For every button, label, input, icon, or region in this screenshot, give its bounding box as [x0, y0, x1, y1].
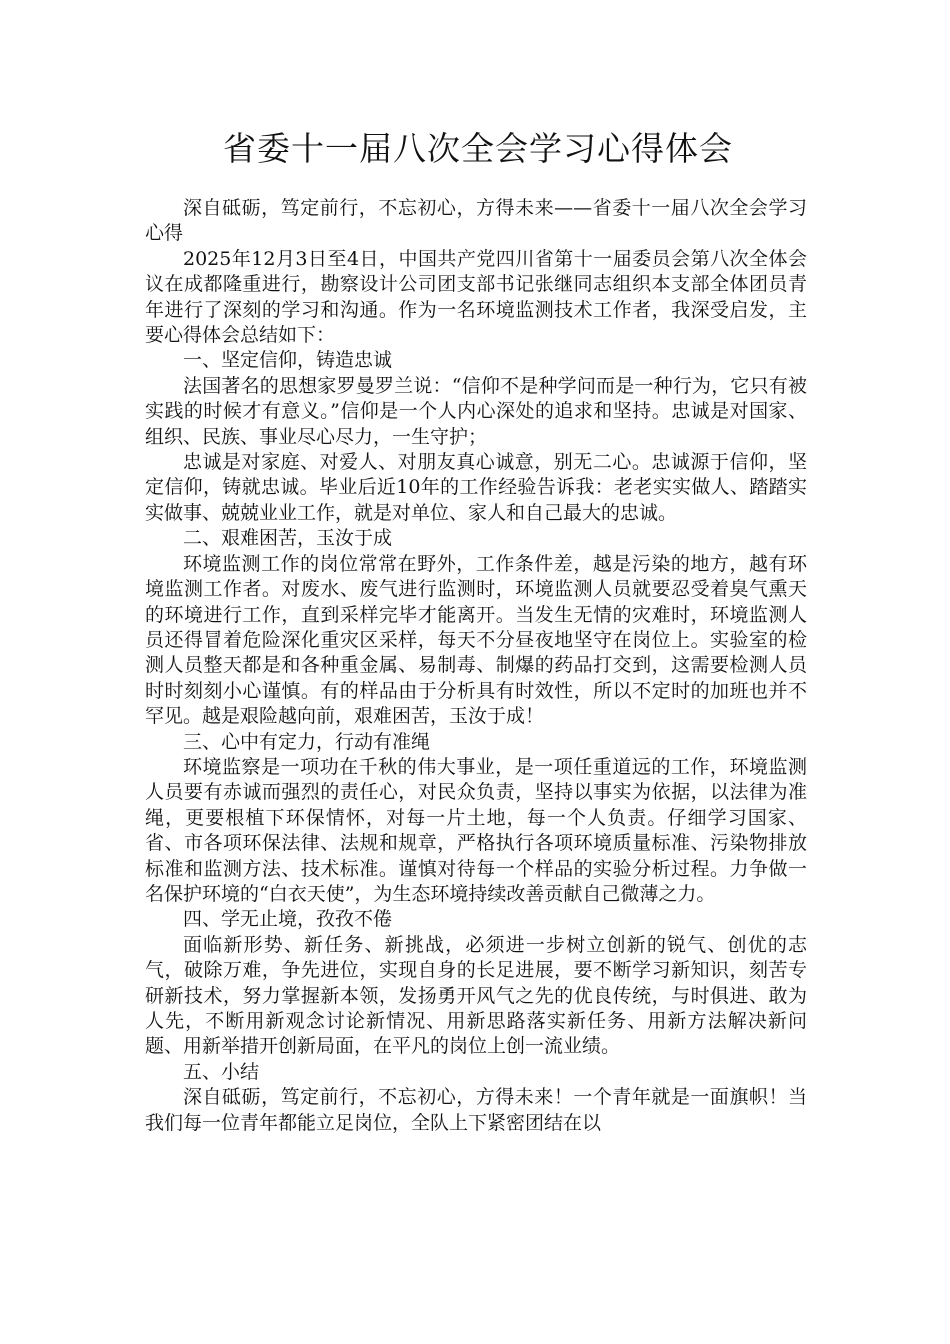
section-heading-5: 五、小结 [183, 1060, 260, 1083]
section-2-paragraph: 环境监测工作的岗位常常在野外，工作条件差，越是污染的地方，越有环境监测工作者。对废水、废气进行监测时，环境监测人员就要忍受着臭气熏天的环境进行工作，直到采样完毕才能离开。当发生无情的灾难时，环境监测人员还得冒着危险深化重灾区采样，每天不分昼夜地坚守在岗位上。实验室的检测人员整天都是和各种重金属、易制毒、制爆的药品打交到，这需要检测人员时时刻刻小心谨慎。有的样品由于分析具有时效性，所以不定时的加班也并不罕见。越是艰险越向前，艰难困苦，玉汝于成！ [145, 552, 807, 728]
section-5-paragraph: 深自砥砺，笃定前行，不忘初心，方得未来！一个青年就是一面旗帜！当我们每一位青年都能立足岗位，全队上下紧密团结在以 [145, 1086, 807, 1134]
section-3-paragraph: 环境监察是一项功在千秋的伟大事业，是一项任重道远的工作，环境监测人员要有赤诚而强烈的责任心，对民众负责，坚持以事实为依据，以法律为准绳，更要根植下环保情怀，对每一片土地，每一个人负责。仔细学习国家、省、市各项环保法律、法规和规章，严格执行各项环境质量标准、污染物排放标准和监测方法、技术标准。谨慎对待每一个样品的实验分析过程。力争做一名保护环境的“白衣天使”，为生态环境持续改善贡献自己微薄之力。 [145, 755, 807, 905]
section-1-paragraph-2: 忠诚是对家庭、对爱人、对朋友真心诚意，别无二心。忠诚源于信仰，坚定信仰，铸就忠诚。毕业后近10年的工作经验告诉我：老老实实做人、踏踏实实做事、兢兢业业工作，就是对单位、家人和自己最大的忠诚。 [145, 451, 807, 524]
section-4-paragraph: 面临新形势、新任务、新挑战，必须进一步树立创新的锐气、创优的志气，破除万难，争先进位，实现自身的长足进展，要不断学习新知识，刻苦专研新技术，努力掌握新本领，发扬勇开风气之先的优良传统，与时俱进、敢为人先，不断用新观念讨论新情况、用新思路落实新任务、用新方法解决新问题、用新举措开创新局面，在平凡的岗位上创一流业绩。 [145, 933, 807, 1058]
section-heading-1: 一、坚定信仰，铸造忠诚 [183, 349, 393, 372]
section-1-paragraph-1: 法国著名的思想家罗曼罗兰说：“信仰不是种学问而是一种行为，它只有被实践的时候才有意义。”信仰是一个人内心深处的追求和坚持。忠诚是对国家、组织、民族、事业尽心尽力，一生守护； [145, 374, 807, 448]
section-heading-2: 二、艰难困苦，玉汝于成 [183, 527, 393, 550]
section-heading-3: 三、心中有定力，行动有准绳 [183, 730, 431, 753]
section-heading-4: 四、学无止境，孜孜不倦 [183, 908, 393, 931]
intro-paragraph: 2025年12月3日至4日，中国共产党四川省第十一届委员会第八次全体会议在成都隆重进行，勘察设计公司团支部书记张继同志组织本支部全体团员青年进行了深刻的学习和沟通。作为一名环境监测技术工作者，我深受启发，主要心得体会总结如下： [145, 247, 807, 347]
document-title: 省委十一届八次全会学习心得体会 [223, 129, 733, 168]
document-body [145, 196, 807, 1136]
intro-subtitle: 深自砥砺，笃定前行，不忘初心，方得未来——省委十一届八次全会学习心得 [145, 197, 807, 245]
document-page [145, 118, 807, 1136]
